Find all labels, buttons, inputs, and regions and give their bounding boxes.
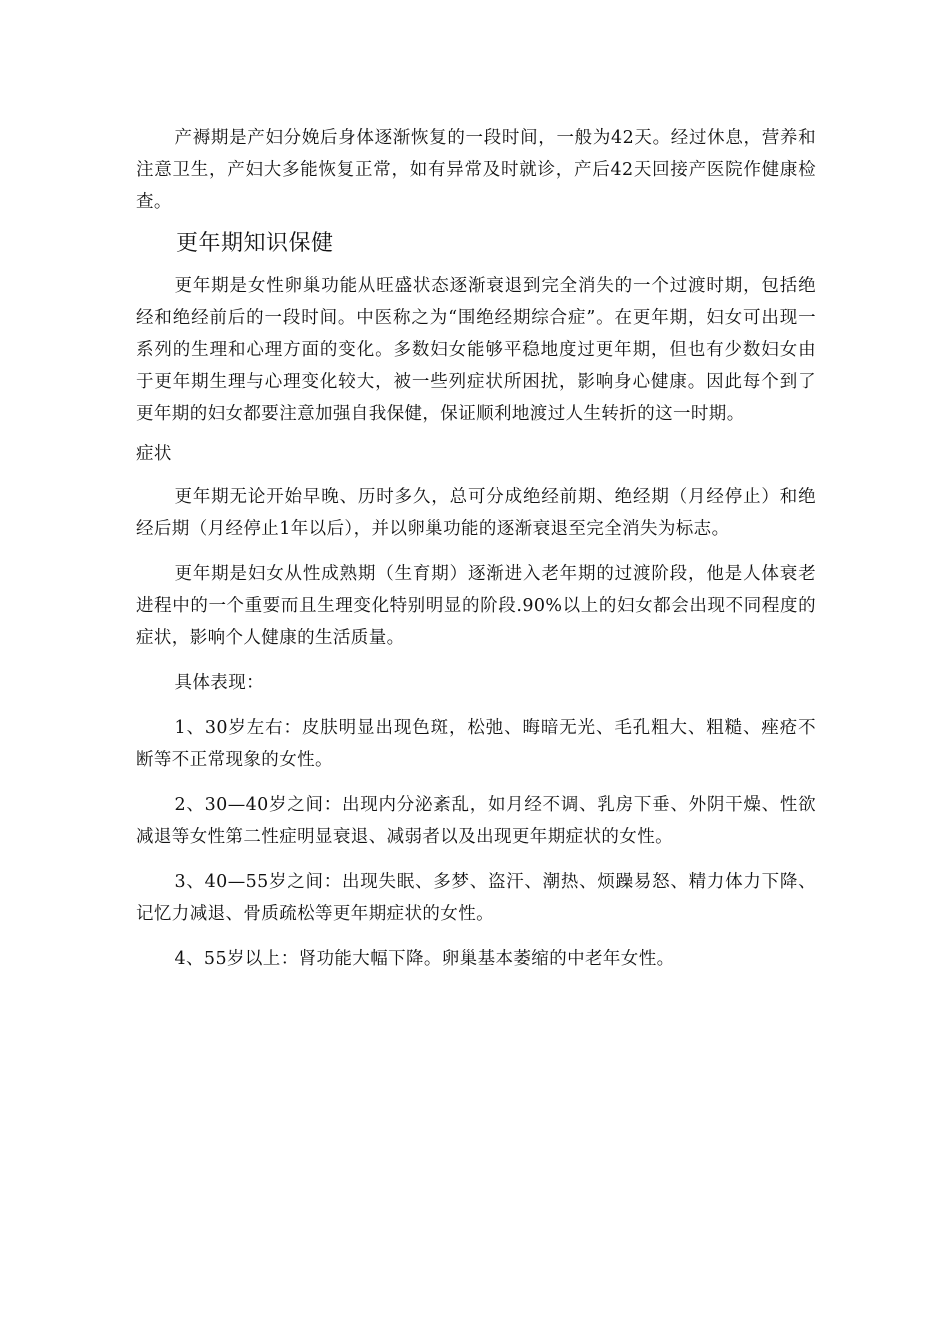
document-page [136,122,816,975]
list-item-age-40-55: 3、40—55岁之间：出现失眠、多梦、盗汗、潮热、烦躁易怒、精力体力下降、记忆力减退、骨质疏松等更年期症状的女性。 [136,872,816,924]
paragraph-menopause-intro: 更年期是女性卵巢功能从旺盛状态逐渐衰退到完全消失的一个过渡时期，包括绝经和绝经前后的一段时间。中医称之为“围绝经期综合症”。在更年期，妇女可出现一系列的生理和心理方面的变化。多数妇女能够平稳地度过更年期，但也有少数妇女由于更年期生理与心理变化较大，被一些列症状所困扰，影响身心健康。因此每个到了更年期的妇女都要注意加强自我保健，保证顺利地渡过人生转折的这一时期。 [136,276,816,424]
list-item-age-30: 1、30岁左右：皮肤明显出现色斑，松弛、晦暗无光、毛孔粗大、粗糙、痤疮不断等不正常现象的女性。 [136,718,816,770]
paragraph-transition: 更年期是妇女从性成熟期（生育期）逐渐进入老年期的过渡阶段，他是人体衰老进程中的一个重要而且生理变化特别明显的阶段.90%以上的妇女都会出现不同程度的症状，影响个人健康的生活质量。 [136,564,816,648]
paragraph-postpartum: 产褥期是产妇分娩后身体逐渐恢复的一段时间，一般为42天。经过休息，营养和注意卫生，产妇大多能恢复正常，如有异常及时就诊，产后42天回接产医院作健康检查。 [136,128,816,212]
paragraph-manifestations-label: 具体表现： [174,673,264,693]
subheading-symptoms: 症状 [136,444,172,464]
list-item-age-30-40: 2、30—40岁之间：出现内分泌紊乱，如月经不调、乳房下垂、外阴干燥、性欲减退等女性第二性症明显衰退、减弱者以及出现更年期症状的女性。 [136,795,816,847]
paragraph-stages: 更年期无论开始早晚、历时多久，总可分成绝经前期、绝经期（月经停止）和绝经后期（月经停止1年以后），并以卵巢功能的逐渐衰退至完全消失为标志。 [136,487,816,539]
section-heading-menopause: 更年期知识保健 [176,231,334,256]
list-item-age-55-plus: 4、55岁以上：肾功能大幅下降。卵巢基本萎缩的中老年女性。 [174,949,675,969]
